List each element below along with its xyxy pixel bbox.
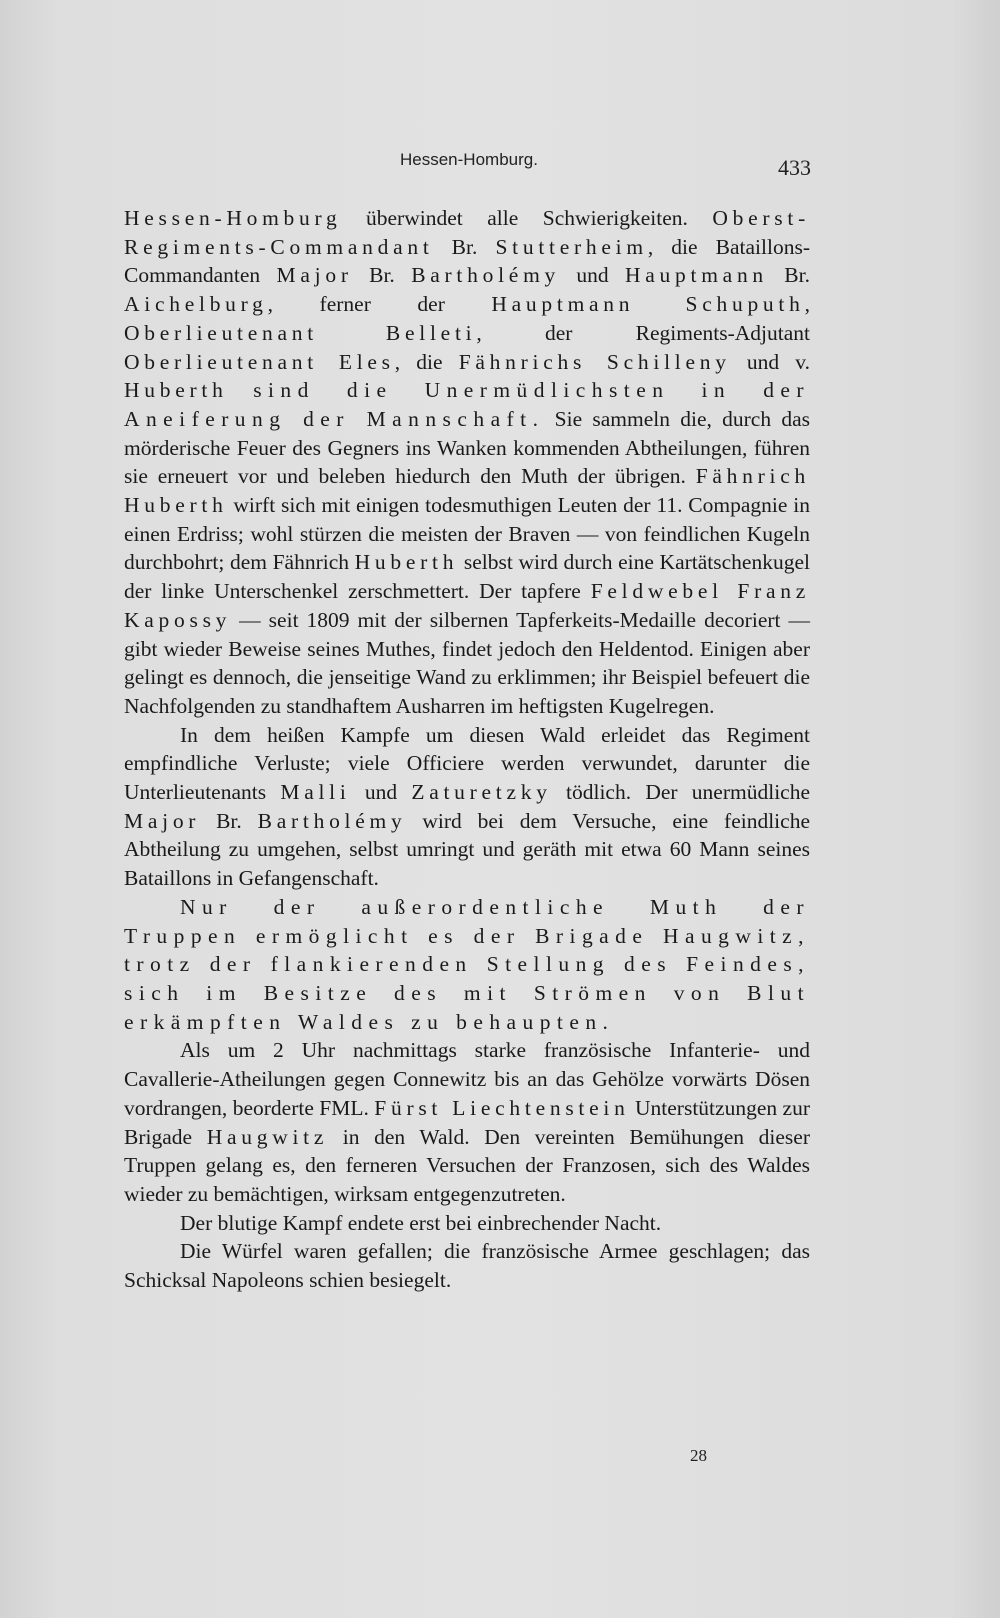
text-run: und bbox=[560, 263, 626, 288]
text-run: , der Regiments-Adjutant bbox=[476, 320, 810, 345]
text-run: tödlich. Der unermüdliche bbox=[551, 780, 811, 805]
spaced-text: Aichelburg bbox=[124, 292, 268, 317]
spaced-text: Oberlieutenant Belleti bbox=[124, 320, 477, 345]
spaced-text: Hauptmann Schuputh bbox=[491, 292, 805, 317]
spaced-text: Major bbox=[276, 263, 353, 288]
spaced-text: Huberth bbox=[354, 550, 459, 575]
text-run: Unterstützungen zur Brigade bbox=[124, 1095, 810, 1149]
spaced-text: Huberth bbox=[124, 378, 228, 403]
text-run: überwindet alle Schwierigkeiten. bbox=[341, 206, 713, 230]
text-run: Br. bbox=[200, 808, 258, 833]
page-number: 433 bbox=[778, 155, 811, 180]
spaced-text: Oberst-Regiments-Commandant bbox=[124, 206, 810, 259]
spaced-text: Zaturetzky bbox=[411, 780, 552, 805]
spaced-text: Stutterheim bbox=[495, 234, 648, 259]
text-run: und bbox=[350, 780, 412, 805]
text-run: Br. bbox=[767, 263, 810, 288]
text-run: Als um 2 Uhr nachmittags starke französische Infanterie- und Cavallerie-Atheilungen gegen Connewitz bis an das Gehölze vorwärts Dösen vordrangen, beorderte FML. bbox=[124, 1038, 810, 1120]
paragraph-3 bbox=[124, 893, 810, 1037]
paragraph-4 bbox=[124, 1036, 810, 1208]
text-run: in den Wald. Den vereinten Bemühungen dieser Truppen gelang es, den ferneren Versuchen der Franzosen, sich des Waldes wieder zu bemächtigen, wirksam entgegenzutreten. bbox=[124, 1124, 810, 1206]
paragraph-5 bbox=[124, 1209, 810, 1238]
signature-mark: 28 bbox=[690, 1446, 707, 1465]
spaced-text: Oberlieutenant Eles bbox=[124, 349, 395, 374]
text-run: Die Würfel waren gefallen; die französische Armee geschlagen; das Schicksal Napoleons schien besiegelt. bbox=[124, 1239, 810, 1293]
text-run: , bbox=[804, 292, 810, 317]
spaced-text: Bartholémy bbox=[411, 263, 561, 288]
spaced-text: Feldwebel Franz Kapossy bbox=[124, 579, 810, 632]
text-run: wirft sich mit einigen todesmuthigen Leuten der 11. Compagnie in einen Erdriss; wohl stürzen die meisten der Braven — von feindlichen Kugeln durchbohrt; dem Fähnrich bbox=[124, 493, 810, 575]
text-run: , die bbox=[394, 349, 459, 374]
paragraph-6 bbox=[124, 1237, 810, 1294]
spaced-text: Hessen-Homburg bbox=[124, 206, 342, 230]
spaced-text: Malli bbox=[280, 780, 351, 805]
text-run: wird bei dem Versuche, eine feindliche Abtheilung zu umgehen, selbst umringt und geräth mit etwa 60 Mann seines Bataillons in Gefangenschaft. bbox=[124, 808, 810, 891]
text-run: In dem heißen Kampfe um diesen Wald erleidet das Regiment empfindliche Verluste; viele Officiere werden verwundet, darunter die Unterlieutenants bbox=[124, 722, 810, 805]
spaced-text: Fürst Liechtenstein bbox=[374, 1095, 630, 1120]
text-run: selbst wird durch eine Kartätschenkugel der linke Unterschenkel zerschmettert. Der tapfere bbox=[124, 550, 810, 604]
text-run: , die Bataillons-Commandanten bbox=[124, 234, 810, 288]
spaced-text: Major bbox=[124, 808, 201, 833]
running-title: Hessen-Homburg. bbox=[400, 150, 538, 169]
text-run: Br. bbox=[352, 263, 412, 288]
text-run: Der blutige Kampf endete erst bei einbrechender Nacht. bbox=[180, 1210, 662, 1235]
body-text bbox=[124, 204, 810, 1295]
spaced-text: Fähnrich Huberth bbox=[124, 464, 810, 518]
text-run: Br. bbox=[433, 234, 496, 259]
spaced-text: Hauptmann bbox=[625, 263, 768, 288]
spaced-text: Bartholémy bbox=[257, 808, 407, 833]
text-run bbox=[228, 378, 254, 402]
text-run: — seit 1809 mit der silbernen Tapferkeits-Medaille decoriert — gibt wieder Beweise seines Muthes, findet jedoch den Heldentod. Einigen aber gelingt es dennoch, die jenseitige Wand zu erklimmen; ihr Beispiel befeuert die Nachfolgenden zu standhaftem Ausharren im heftigsten Kugelregen. bbox=[124, 607, 810, 718]
text-run: Sie sammeln die, durch das mörderische Feuer des Gegners ins Wanken kommenden Abtheilungen, führen sie erneuert vor und beleben hiedurch den Muth der übrigen. bbox=[124, 406, 810, 489]
paragraph-1 bbox=[124, 204, 810, 721]
spaced-text: sind die Unermüdlichsten in der Aneiferung der Mannschaft. bbox=[124, 378, 810, 431]
text-run: und v. bbox=[730, 349, 810, 374]
spaced-text: Haugwitz bbox=[206, 1124, 329, 1149]
text-run: , ferner der bbox=[267, 292, 492, 317]
paragraph-2 bbox=[124, 721, 810, 893]
spaced-text: Nur der außerordentliche Muth der Truppen ermöglicht es der Brigade Haugwitz, trotz der flankierenden Stellung des Feindes, sich im Besitze des mit Strömen von Blut erkämpften Waldes zu behaupten. bbox=[124, 894, 810, 1034]
spaced-text: Fähnrichs Schilleny bbox=[458, 349, 731, 374]
